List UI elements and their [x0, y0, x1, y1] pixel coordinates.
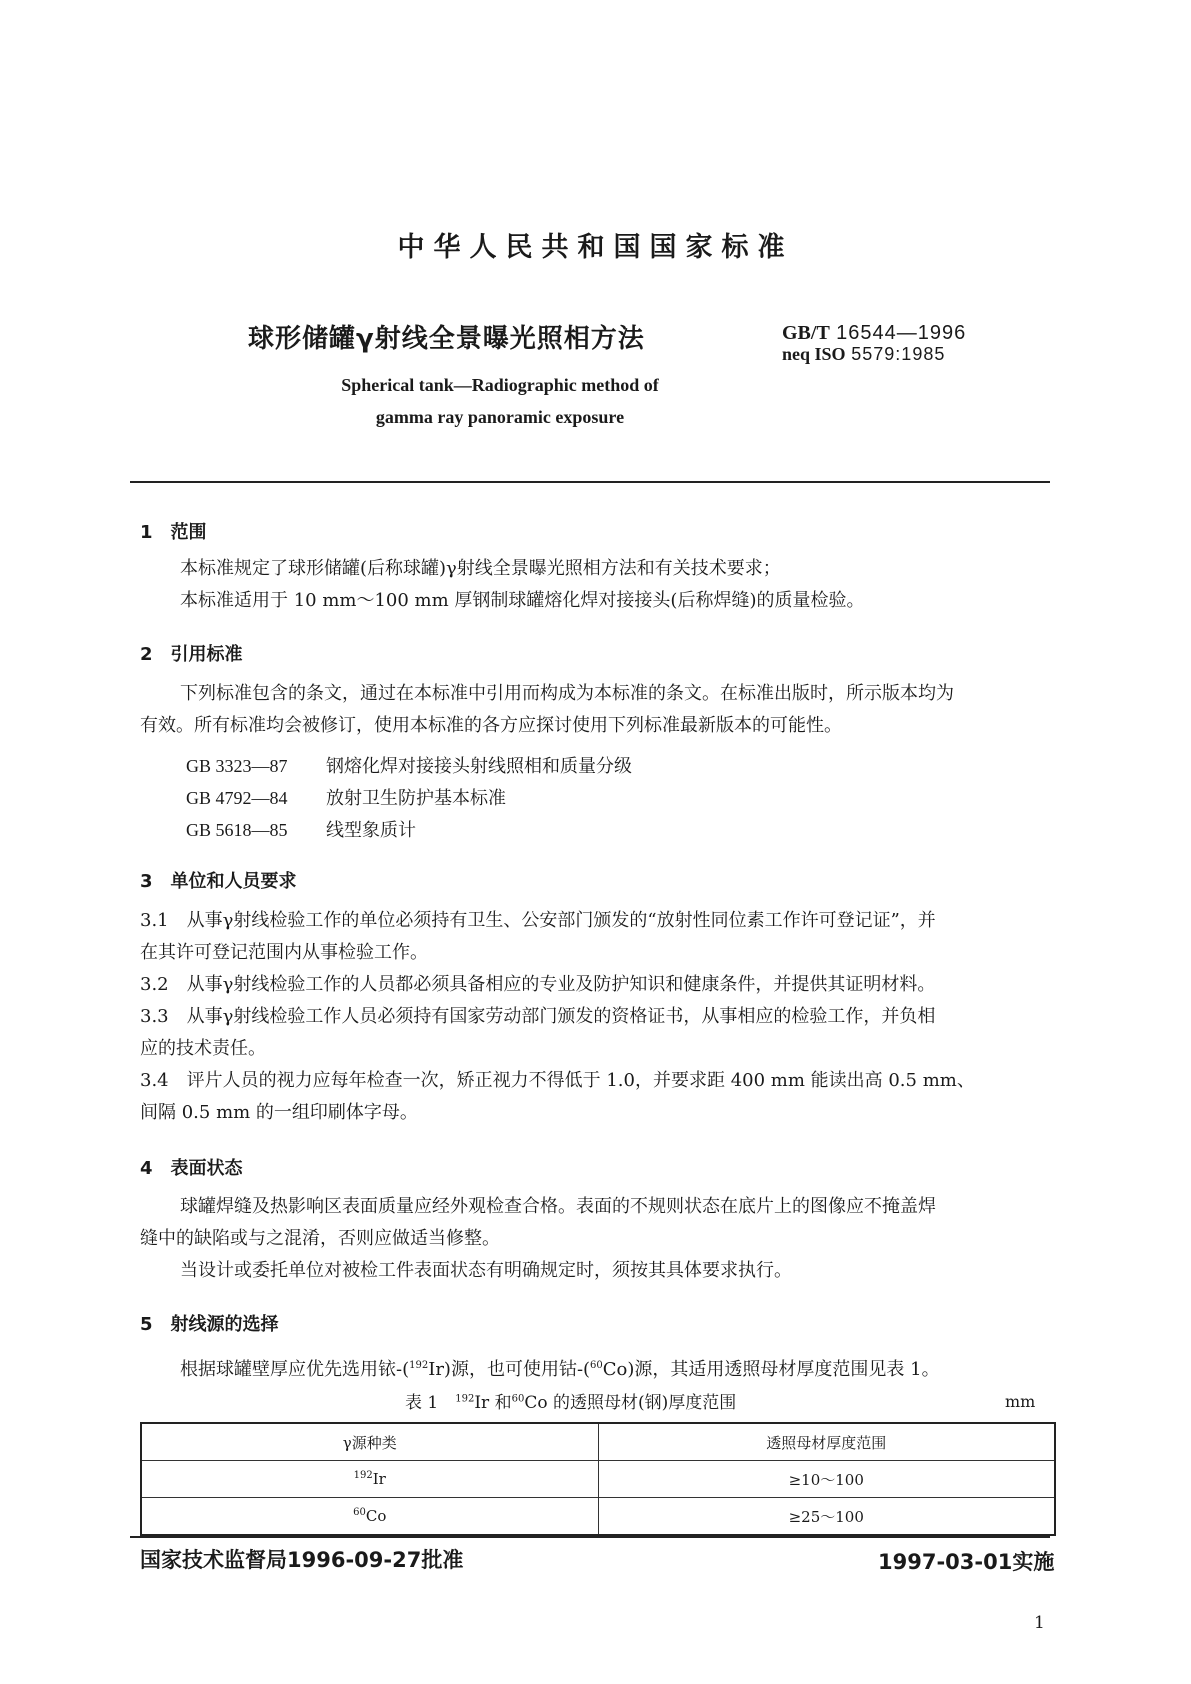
caption-text: 表 1: [405, 1393, 456, 1413]
code-prefix: GB/T: [782, 322, 830, 344]
reference-title: 线型象质计: [326, 820, 416, 841]
reference-item: [186, 784, 506, 810]
reference-code: GB 3323—87: [186, 756, 288, 776]
reference-code: GB 5618—85: [186, 820, 288, 840]
paragraph: 缝中的缺陷或与之混淆，否则应做适当修整。: [140, 1228, 500, 1249]
section-heading: 2 引用标准: [140, 644, 243, 665]
table-cell: ≥10～100: [598, 1461, 1055, 1498]
element-symbol: Ir: [372, 1470, 386, 1488]
reference-item: [186, 816, 416, 842]
mass-number: 60: [590, 1360, 603, 1371]
document-title-english-line2: gamma ray panoramic exposure: [375, 407, 625, 427]
document-title-english-line1: Spherical tank—Radiographic method of: [341, 375, 659, 395]
clause: 3.1 从事γ射线检验工作的单位必须持有卫生、公安部门颁发的“放射性同位素工作许可登记证”，并: [140, 910, 936, 931]
mass-number: 192: [353, 1470, 373, 1481]
section-heading: 1 范围: [140, 522, 207, 543]
clause: 应的技术责任。: [140, 1038, 266, 1059]
table-cell: ≥25～100: [598, 1498, 1055, 1536]
table-header-cell: 透照母材厚度范围: [598, 1423, 1055, 1461]
mass-number: 60: [511, 1393, 525, 1405]
paragraph: 本标准规定了球形储罐(后称球罐)γ射线全景曝光照相方法和有关技术要求；: [180, 558, 781, 579]
paragraph: 下列标准包含的条文，通过在本标准中引用而构成为本标准的条文。在标准出版时，所示版本均为: [180, 683, 954, 704]
paragraph: 当设计或委托单位对被检工件表面状态有明确规定时，须按其具体要求执行。: [180, 1260, 792, 1281]
mass-number: 192: [409, 1360, 429, 1371]
clause: 在其许可登记范围内从事检验工作。: [140, 942, 428, 963]
paragraph: 有效。所有标准均会被修订，使用本标准的各方应探讨使用下列标准最新版本的可能性。: [140, 715, 842, 736]
header-divider: [130, 481, 1050, 483]
paragraph: 球罐焊缝及热影响区表面质量应经外观检查合格。表面的不规则状态在底片上的图像应不掩盖焊: [180, 1196, 936, 1217]
reference-item: [186, 752, 632, 778]
mass-number: 192: [455, 1393, 475, 1405]
table-header-cell: γ源种类: [141, 1423, 598, 1461]
table-header-row: [141, 1423, 1055, 1461]
text-run: Co)源，其适用透照母材厚度范围见表 1。: [602, 1359, 940, 1380]
equivalent-standard-code: [782, 344, 945, 365]
approval-date: 国家技术监督局1996-09-27批准: [140, 1548, 464, 1572]
section-heading: 3 单位和人员要求: [140, 871, 297, 892]
element-symbol: Co: [365, 1507, 387, 1525]
caption-text: Co 的透照母材(钢)厚度范围: [524, 1393, 737, 1413]
standard-code: [782, 320, 966, 345]
mass-number: 60: [353, 1507, 366, 1518]
table-cell: [141, 1498, 598, 1536]
clause: 3.2 从事γ射线检验工作的人员都必须具备相应的专业及防护知识和健康条件，并提供其证明材料。: [140, 974, 936, 995]
reference-title: 放射卫生防护基本标准: [326, 788, 506, 809]
table-caption: [405, 1388, 736, 1413]
table-unit: mm: [1005, 1392, 1036, 1411]
section-heading: 5 射线源的选择: [140, 1314, 279, 1335]
table-row: [141, 1498, 1055, 1536]
source-thickness-table: [140, 1422, 1056, 1536]
page-number: 1: [1034, 1613, 1045, 1633]
text-run: 根据球罐壁厚应优先选用铱-(: [180, 1359, 410, 1380]
table-cell: [141, 1461, 598, 1498]
text-run: Ir)源，也可使用钴-(: [428, 1359, 591, 1380]
paragraph: [180, 1350, 940, 1386]
caption-text: Ir 和: [474, 1393, 512, 1413]
section-heading: 4 表面状态: [140, 1158, 243, 1179]
national-standard-heading: 中华人民共和国国家标准: [397, 232, 794, 263]
implementation-date: 1997-03-01实施: [878, 1550, 1055, 1574]
reference-title: 钢熔化焊对接接头射线照相和质量分级: [326, 756, 632, 777]
neq-prefix: neq ISO: [782, 344, 846, 364]
paragraph: 本标准适用于 10 mm～100 mm 厚钢制球罐熔化焊对接接头(后称焊缝)的质量检验。: [180, 590, 865, 611]
document-title-chinese: 球形储罐γ射线全景曝光照相方法: [248, 324, 645, 354]
clause: 间隔 0.5 mm 的一组印刷体字母。: [140, 1102, 418, 1123]
clause: 3.3 从事γ射线检验工作人员必须持有国家劳动部门颁发的资格证书，从事相应的检验工作，并负相: [140, 1006, 936, 1027]
reference-code: GB 4792—84: [186, 788, 288, 808]
code-number: 16544—1996: [836, 322, 967, 344]
clause: 3.4 评片人员的视力应每年检查一次，矫正视力不得低于 1.0，并要求距 400 mm 能读出高 0.5 mm、: [140, 1070, 975, 1091]
footer-divider: [130, 1536, 1050, 1538]
table-row: [141, 1461, 1055, 1498]
neq-number: 5579:1985: [851, 344, 946, 364]
